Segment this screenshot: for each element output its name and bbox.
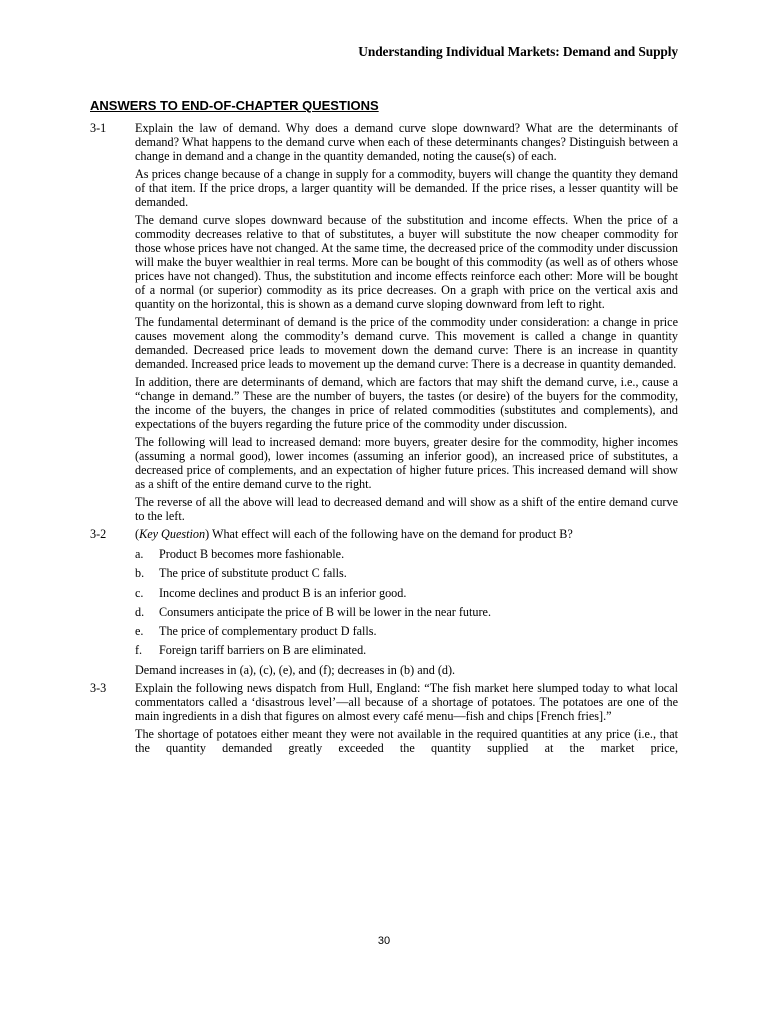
question-number: 3-3	[90, 680, 107, 695]
list-item: c. Income declines and product B is an inferior good.	[135, 585, 407, 600]
answer-paragraph: The demand curve slopes downward because of the substitution and income effects. When the price of a commodity decreases relative to that of substitutes, a buyer will substitute the now cheaper commodity for those whose prices have not changed. At the same time, the decreased price of the commodity under discussion will make the buyer wealthier in real terms. More can be bought of this commodity (as well as of others whose prices have not changed). Thus, the substitution and income effects reinforce each other: More will be bought of a normal (or superior) commodity as its price decreases. On a graph with price on the vertical axis and quantity on the horizontal, this is shown as a demand curve sloping downward from left to right.	[135, 213, 678, 311]
question-3-3	[90, 681, 678, 755]
key-question-label: Key Question	[139, 527, 206, 541]
effects-list	[135, 547, 678, 657]
answer-paragraph: As prices change because of a change in supply for a commodity, buyers will change the quantity they demand of that item. If the price drops, a larger quantity will be demanded. If the price rises, a lesser quantity will be demanded.	[135, 167, 678, 209]
page-number: 30	[377, 935, 391, 947]
question-text: (Key Question) What effect will each of the following have on the demand for product B?	[135, 527, 573, 541]
question-3-2	[90, 527, 678, 677]
answer-paragraph: In addition, there are determinants of demand, which are factors that may shift the demand curve, i.e., cause a “change in demand.” These are the number of buyers, the tastes (or desire) of the buyers for the commodity, the income of the buyers, the changes in price of related commodities (substitutes and complements), and expectations of the buyers regarding the future price of the commodity under discussion.	[135, 375, 678, 431]
question-text: Explain the following news dispatch from Hull, England: “The fish market here slumped today to what local commentators called a ‘disastrous level’—all because of a shortage of potatoes. The potatoes are one of the main ingredients in a dish that figures on almost every café menu—fish and chips [French fries].”	[135, 680, 678, 723]
answer-paragraph: The shortage of potatoes either meant they were not available in the required quantities at any price (i.e., that the quantity demanded greatly exceeded the quantity supplied at the market price,	[135, 726, 678, 755]
question-number: 3-1	[90, 121, 107, 135]
answer-paragraph: The fundamental determinant of demand is the price of the commodity under consideration: a change in price causes movement along the commodity’s demand curve. This movement is called a change in quantity demanded. Decreased price leads to movement down the demand curve: There is an increase in quantity demanded. Increased price leads to movement up the demand curve: There is a decrease in quantity demanded.	[135, 315, 678, 371]
list-item: b. The price of substitute product C falls.	[135, 566, 347, 581]
answer-paragraph: The reverse of all the above will lead to decreased demand and will show as a shift of the entire demand curve to the left.	[135, 495, 678, 523]
section-title: ANSWERS TO END-OF-CHAPTER QUESTIONS	[90, 98, 379, 113]
list-item: d. Consumers anticipate the price of B will be lower in the near future.	[135, 604, 492, 619]
answer-paragraph: The following will lead to increased demand: more buyers, greater desire for the commodity, higher incomes (assuming a normal good), lower incomes (assuming an inferior good), an increased price of substitutes, a decreased price of complements, and an expectation of higher future prices. This increased demand will show as a shift of the entire demand curve to the right.	[135, 435, 678, 491]
document-body	[90, 121, 678, 759]
question-number: 3-2	[90, 527, 107, 541]
list-item: f. Foreign tariff barriers on B are eliminated.	[135, 643, 367, 658]
list-item: e. The price of complementary product D falls.	[135, 624, 377, 639]
list-item: a. Product B becomes more fashionable.	[135, 547, 345, 561]
running-header: Understanding Individual Markets: Demand and Supply	[358, 44, 678, 59]
answer-paragraph: Demand increases in (a), (c), (e), and (f); decreases in (b) and (d).	[135, 662, 456, 677]
question-3-1	[90, 121, 678, 523]
question-text: Explain the law of demand. Why does a demand curve slope downward? What are the determinants of demand? What happens to the demand curve when each of these determinants changes? Distinguish between a change in demand and a change in the quantity demanded, noting the cause(s) of each.	[135, 121, 678, 163]
